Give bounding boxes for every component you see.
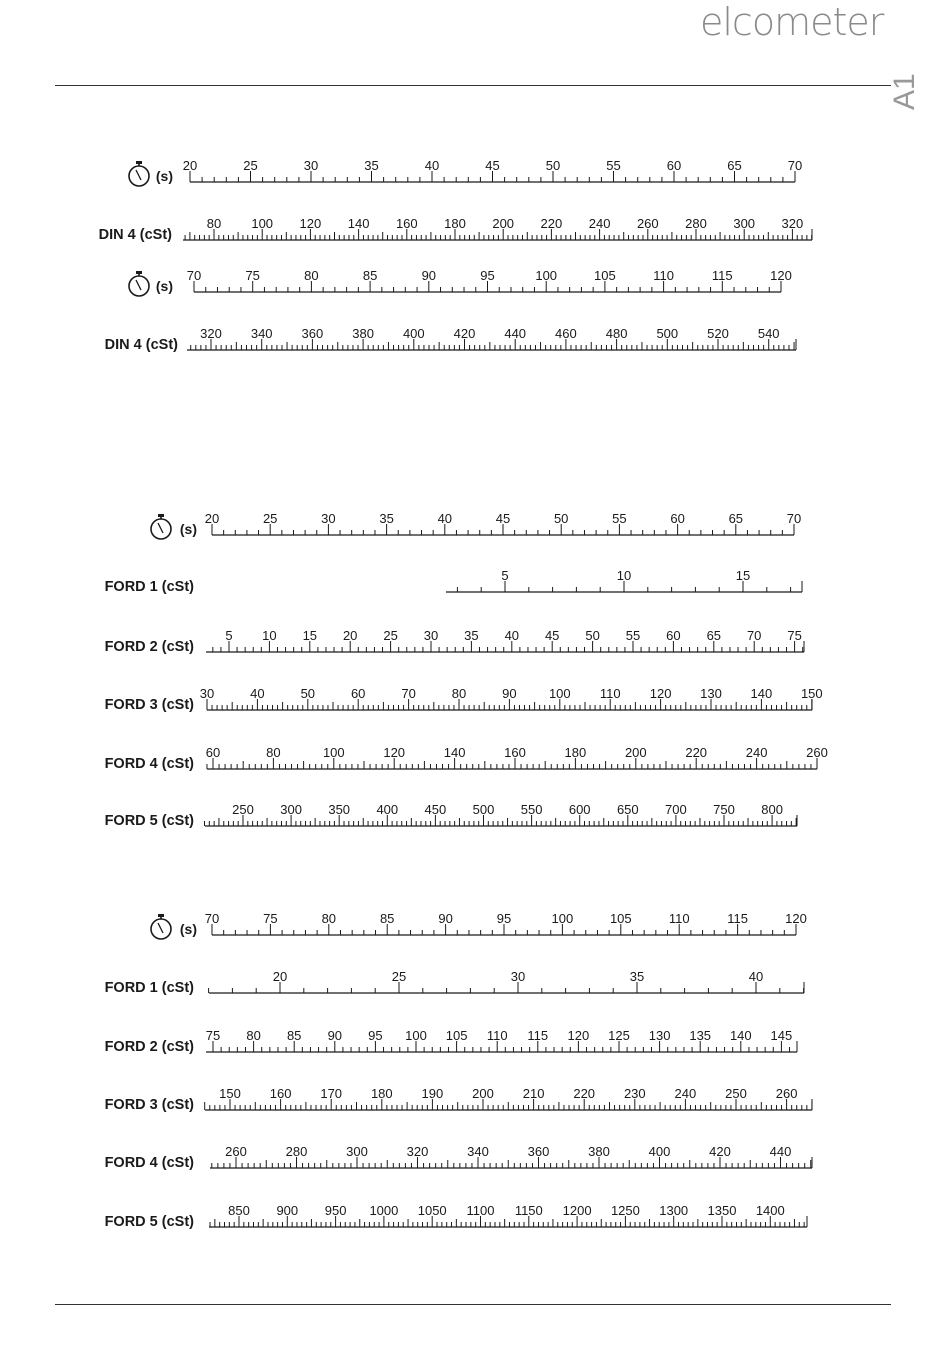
tick-label: 90	[421, 268, 437, 283]
tick-label: 25	[383, 628, 398, 643]
tick-label: 95	[480, 268, 495, 283]
unit-label: (s)	[155, 168, 173, 184]
unit-label: (s)	[179, 921, 197, 937]
tick-label: 220	[685, 745, 708, 760]
tick-label: 130	[648, 1028, 671, 1043]
scale-label: FORD 2 (cSt)	[104, 1039, 194, 1055]
tick-label: 20	[272, 969, 288, 984]
tick-label: 100	[322, 745, 345, 760]
tick-label: 180	[370, 1086, 393, 1101]
tick-label: 1250	[610, 1203, 640, 1218]
tick-label: 100	[251, 216, 274, 231]
tick-label: 170	[320, 1086, 343, 1101]
tick-label: 1050	[417, 1203, 447, 1218]
tick-label: 45	[485, 158, 500, 173]
tick-label: 70	[787, 158, 803, 173]
tick-label: 75	[245, 268, 260, 283]
tick-label: 30	[303, 158, 319, 173]
tick-label: 480	[605, 326, 628, 341]
tick-label: 50	[545, 158, 561, 173]
tick-label: 150	[219, 1086, 241, 1101]
tick-label: 240	[588, 216, 611, 231]
stopwatch-icon	[151, 514, 171, 539]
tick-label: 100	[548, 686, 571, 701]
stopwatch-icon	[129, 271, 149, 296]
tick-label: 340	[250, 326, 273, 341]
tick-label: 80	[246, 1028, 261, 1043]
tick-label: 120	[785, 911, 807, 926]
tick-label: 380	[588, 1144, 610, 1159]
brand-logo: elcometer	[700, 0, 884, 44]
tick-label: 40	[437, 511, 453, 526]
tick-label: 110	[653, 268, 674, 283]
stopwatch-hand	[139, 176, 141, 180]
tick-label: 850	[228, 1203, 250, 1218]
tick-label: 80	[206, 216, 222, 231]
tick-label: 75	[787, 628, 802, 643]
page-tag: A1	[888, 73, 921, 110]
unit-label: (s)	[179, 521, 197, 537]
tick-label: 400	[376, 802, 399, 817]
tick-label: 190	[421, 1086, 444, 1101]
scale-label: FORD 3 (cSt)	[104, 1097, 194, 1113]
tick-label: 80	[451, 686, 467, 701]
tick-label: 35	[464, 628, 479, 643]
tick-label: 140	[347, 216, 370, 231]
tick-label: 35	[629, 969, 645, 984]
scale-label: DIN 4 (cSt)	[104, 337, 178, 353]
tick-label: 320	[406, 1144, 429, 1159]
tick-label: 35	[364, 158, 379, 173]
footer-divider	[55, 1304, 891, 1305]
stopwatch-crown	[136, 271, 142, 274]
stopwatch-hand	[161, 929, 163, 933]
tick-label: 80	[266, 745, 281, 760]
tick-label: 105	[609, 911, 632, 926]
scale-label: FORD 2 (cSt)	[104, 639, 194, 655]
tick-label: 40	[424, 158, 440, 173]
tick-label: 550	[520, 802, 543, 817]
tick-label: 75	[263, 911, 278, 926]
tick-label: 120	[770, 268, 792, 283]
tick-label: 25	[391, 969, 407, 984]
tick-label: 50	[553, 511, 569, 526]
tick-label: 600	[568, 802, 591, 817]
tick-label: 1400	[755, 1203, 785, 1218]
tick-label: 340	[467, 1144, 489, 1159]
tick-label: 30	[423, 628, 439, 643]
tick-label: 50	[300, 686, 316, 701]
tick-label: 90	[327, 1028, 343, 1043]
tick-label: 5	[225, 628, 233, 643]
tick-label: 125	[608, 1028, 630, 1043]
tick-label: 70	[786, 511, 802, 526]
tick-label: 260	[636, 216, 659, 231]
tick-label: 100	[535, 268, 558, 283]
tick-label: 65	[728, 511, 744, 526]
stopwatch-hand	[136, 170, 139, 176]
tick-label: 25	[243, 158, 258, 173]
tick-label: 70	[746, 628, 762, 643]
tick-label: 300	[280, 802, 302, 817]
tick-label: 200	[472, 1086, 494, 1101]
tick-label: 140	[729, 1028, 752, 1043]
tick-label: 40	[504, 628, 520, 643]
tick-label: 250	[725, 1086, 747, 1101]
tick-label: 1350	[707, 1203, 737, 1218]
stopwatch-icon	[151, 914, 171, 939]
tick-label: 520	[707, 326, 729, 341]
scale-label: FORD 3 (cSt)	[104, 697, 194, 713]
scale-label: FORD 1 (cSt)	[104, 980, 194, 996]
tick-label: 350	[328, 802, 351, 817]
tick-label: 10	[616, 568, 632, 583]
tick-label: 10	[262, 628, 277, 643]
tick-label: 70	[401, 686, 416, 701]
stopwatch-crown	[136, 161, 142, 164]
tick-label: 105	[445, 1028, 468, 1043]
tick-label: 65	[727, 158, 742, 173]
tick-label: 240	[745, 745, 768, 760]
tick-label: 90	[502, 686, 517, 701]
tick-label: 15	[735, 568, 751, 583]
scale-label: FORD 4 (cSt)	[104, 1155, 194, 1171]
tick-label: 90	[438, 911, 453, 926]
tick-label: 60	[205, 745, 221, 760]
tick-label: 5	[501, 568, 509, 583]
tick-label: 85	[362, 268, 378, 283]
tick-label: 320	[781, 216, 804, 231]
tick-label: 200	[624, 745, 647, 760]
tick-label: 110	[668, 911, 690, 926]
tick-label: 110	[599, 686, 621, 701]
tick-label: 160	[395, 216, 418, 231]
scale-label: DIN 4 (cSt)	[98, 227, 172, 243]
tick-label: 60	[666, 628, 681, 643]
tick-label: 105	[594, 268, 616, 283]
stopwatch-hand	[161, 529, 163, 533]
tick-label: 360	[301, 326, 324, 341]
tick-label: 500	[472, 802, 495, 817]
tick-label: 400	[402, 326, 425, 341]
scale-label: FORD 5 (cSt)	[104, 813, 194, 829]
tick-label: 20	[204, 511, 220, 526]
tick-label: 450	[424, 802, 447, 817]
tick-label: 240	[674, 1086, 697, 1101]
tick-label: 260	[806, 745, 828, 760]
tick-label: 800	[761, 802, 783, 817]
tick-label: 95	[368, 1028, 383, 1043]
tick-label: 95	[496, 911, 512, 926]
tick-label: 65	[706, 628, 722, 643]
tick-label: 130	[700, 686, 722, 701]
tick-label: 360	[527, 1144, 550, 1159]
tick-label: 900	[276, 1203, 299, 1218]
tick-label: 40	[748, 969, 764, 984]
tick-label: 45	[495, 511, 511, 526]
tick-label: 30	[510, 969, 526, 984]
tick-label: 120	[649, 686, 672, 701]
stopwatch-hand	[158, 923, 161, 929]
unit-label: (s)	[155, 278, 173, 294]
tick-label: 420	[709, 1144, 731, 1159]
tick-label: 400	[648, 1144, 671, 1159]
tick-label: 300	[346, 1144, 368, 1159]
tick-label: 70	[186, 268, 202, 283]
tick-label: 230	[623, 1086, 646, 1101]
stopwatch-hand	[136, 280, 139, 286]
tick-label: 75	[205, 1028, 221, 1043]
tick-label: 140	[443, 745, 466, 760]
tick-label: 440	[769, 1144, 792, 1159]
tick-label: 700	[665, 802, 687, 817]
tick-label: 100	[551, 911, 574, 926]
tick-label: 1100	[466, 1203, 495, 1218]
tick-label: 210	[522, 1086, 545, 1101]
tick-label: 70	[204, 911, 220, 926]
tick-label: 120	[567, 1028, 590, 1043]
tick-label: 250	[232, 802, 254, 817]
tick-label: 100	[405, 1028, 427, 1043]
tick-label: 140	[750, 686, 773, 701]
tick-label: 115	[527, 1028, 549, 1043]
tick-label: 40	[250, 686, 265, 701]
tick-label: 120	[299, 216, 322, 231]
tick-label: 135	[689, 1028, 712, 1043]
tick-label: 220	[540, 216, 563, 231]
tick-label: 750	[713, 802, 735, 817]
tick-label: 180	[564, 745, 587, 760]
tick-label: 115	[711, 268, 733, 283]
scale-label: FORD 5 (cSt)	[104, 1214, 194, 1230]
tick-label: 25	[262, 511, 278, 526]
tick-label: 260	[225, 1144, 247, 1159]
tick-label: 80	[321, 911, 337, 926]
tick-label: 280	[285, 1144, 308, 1159]
tick-label: 260	[775, 1086, 798, 1101]
tick-label: 1000	[369, 1203, 399, 1218]
tick-label: 85	[379, 911, 395, 926]
tick-label: 50	[585, 628, 600, 643]
tick-label: 145	[770, 1028, 793, 1043]
tick-label: 650	[616, 802, 639, 817]
tick-label: 160	[504, 745, 526, 760]
tick-label: 30	[321, 511, 336, 526]
tick-label: 120	[383, 745, 406, 760]
tick-label: 440	[504, 326, 527, 341]
tick-label: 55	[606, 158, 621, 173]
tick-label: 60	[670, 511, 685, 526]
tick-label: 45	[544, 628, 560, 643]
tick-label: 320	[200, 326, 222, 341]
tick-label: 60	[666, 158, 682, 173]
stopwatch-crown	[158, 914, 164, 917]
stopwatch-crown	[158, 514, 164, 517]
tick-label: 420	[453, 326, 476, 341]
tick-label: 85	[286, 1028, 302, 1043]
tick-label: 20	[182, 158, 198, 173]
tick-label: 460	[555, 326, 577, 341]
tick-label: 200	[492, 216, 515, 231]
tick-label: 160	[269, 1086, 292, 1101]
tick-label: 55	[612, 511, 627, 526]
tick-label: 180	[444, 216, 466, 231]
tick-label: 110	[486, 1028, 508, 1043]
scale-label: FORD 1 (cSt)	[104, 579, 194, 595]
tick-label: 950	[324, 1203, 347, 1218]
tick-label: 220	[573, 1086, 596, 1101]
tick-label: 500	[656, 326, 679, 341]
tick-label: 380	[352, 326, 374, 341]
stopwatch-hand	[158, 523, 161, 529]
tick-label: 1200	[562, 1203, 592, 1218]
tick-label: 1150	[514, 1203, 543, 1218]
tick-label: 35	[379, 511, 394, 526]
tick-label: 60	[350, 686, 366, 701]
tick-label: 540	[757, 326, 780, 341]
tick-label: 1300	[659, 1203, 689, 1218]
tick-label: 55	[625, 628, 641, 643]
tick-label: 80	[304, 268, 319, 283]
tick-label: 15	[302, 628, 318, 643]
tick-label: 280	[685, 216, 707, 231]
tick-label: 115	[727, 911, 748, 926]
scale-label: FORD 4 (cSt)	[104, 756, 194, 772]
stopwatch-icon	[129, 161, 149, 186]
tick-label: 300	[733, 216, 756, 231]
stopwatch-hand	[139, 286, 141, 290]
tick-label: 30	[199, 686, 215, 701]
tick-label: 150	[800, 686, 823, 701]
tick-label: 20	[342, 628, 358, 643]
